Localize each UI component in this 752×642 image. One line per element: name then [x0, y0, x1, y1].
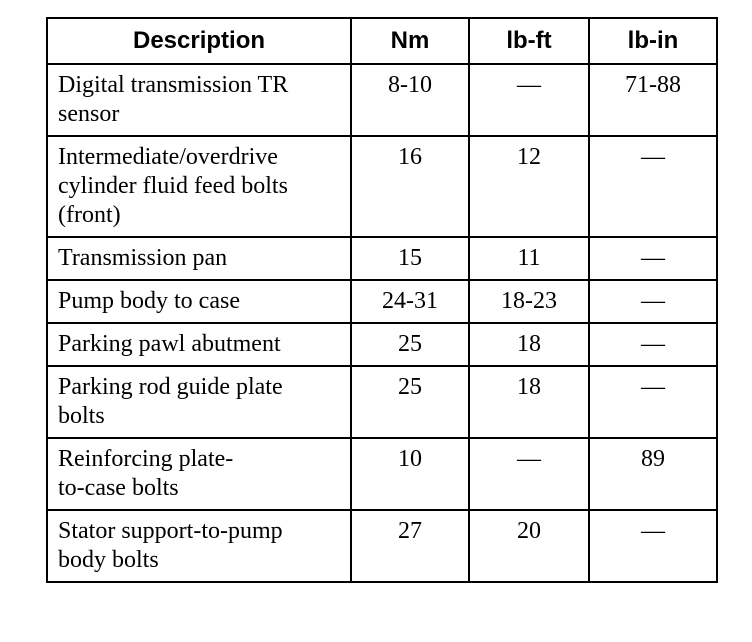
cell-lb-ft: 12	[469, 136, 589, 237]
cell-nm: 16	[351, 136, 469, 237]
description-text: Intermediate/overdrive cylinder fluid feed bolts (front)	[58, 144, 288, 228]
cell-nm: 8-10	[351, 64, 469, 136]
cell-nm: 25	[351, 366, 469, 438]
table-row	[47, 366, 717, 438]
table-row	[47, 237, 717, 280]
cell-lb-ft: 18-23	[469, 280, 589, 323]
cell-description	[47, 64, 351, 136]
description-text: Digital transmission TR sensor	[58, 72, 289, 127]
cell-nm: 15	[351, 237, 469, 280]
cell-lb-in: —	[589, 510, 717, 582]
cell-nm: 25	[351, 323, 469, 366]
cell-lb-in: —	[589, 237, 717, 280]
cell-lb-in: —	[589, 280, 717, 323]
cell-description	[47, 136, 351, 237]
table-row	[47, 510, 717, 582]
cell-nm: 24-31	[351, 280, 469, 323]
cell-nm: 10	[351, 438, 469, 510]
torque-spec-table	[46, 17, 718, 583]
cell-lb-ft: —	[469, 438, 589, 510]
description-text: Reinforcing plate-to-case bolts	[58, 446, 234, 501]
table-row	[47, 323, 717, 366]
cell-lb-ft: 18	[469, 323, 589, 366]
cell-lb-ft: 18	[469, 366, 589, 438]
cell-lb-in: —	[589, 323, 717, 366]
header-lb-ft: lb-ft	[469, 18, 589, 64]
table-row	[47, 64, 717, 136]
table-row	[47, 280, 717, 323]
table-row	[47, 136, 717, 237]
cell-description	[47, 438, 351, 510]
header-nm: Nm	[351, 18, 469, 64]
cell-description: Pump body to case	[47, 280, 351, 323]
table-row	[47, 438, 717, 510]
cell-lb-ft: 20	[469, 510, 589, 582]
cell-lb-in: 71-88	[589, 64, 717, 136]
cell-description: Transmission pan	[47, 237, 351, 280]
header-description: Description	[47, 18, 351, 64]
description-text: Parking rod guide plate bolts	[58, 374, 283, 429]
cell-description	[47, 366, 351, 438]
header-lb-in: lb-in	[589, 18, 717, 64]
cell-lb-in: 89	[589, 438, 717, 510]
cell-lb-in: —	[589, 136, 717, 237]
cell-description	[47, 510, 351, 582]
cell-lb-in: —	[589, 366, 717, 438]
cell-lb-ft: —	[469, 64, 589, 136]
table-header-row	[47, 18, 717, 64]
cell-lb-ft: 11	[469, 237, 589, 280]
description-text: Stator support-to-pump body bolts	[58, 518, 283, 573]
cell-description: Parking pawl abutment	[47, 323, 351, 366]
cell-nm: 27	[351, 510, 469, 582]
